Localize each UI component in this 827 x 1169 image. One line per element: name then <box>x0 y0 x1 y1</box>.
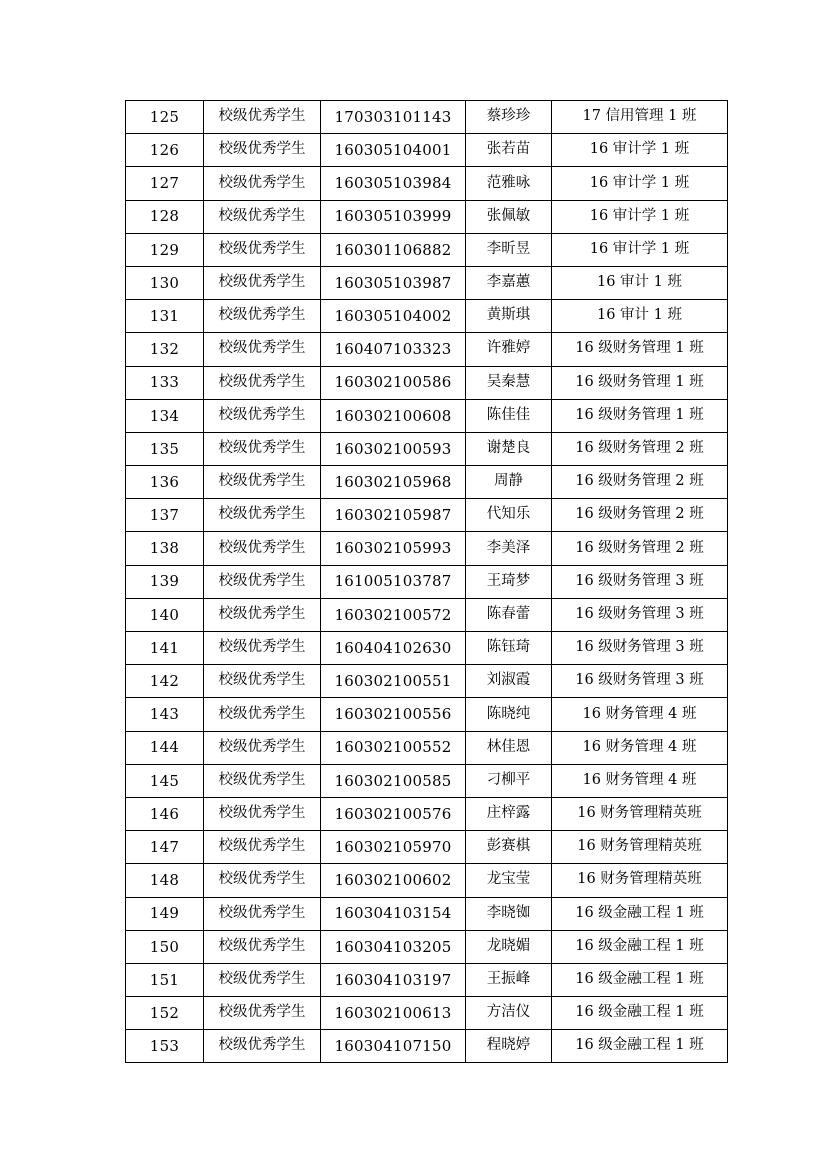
cell-award-name: 校级优秀学生 <box>204 499 321 532</box>
cell-award-name: 校级优秀学生 <box>204 897 321 930</box>
cell-student-name: 陈春蕾 <box>466 598 552 631</box>
table-row <box>126 930 728 963</box>
cell-class-name: 16 级财务管理 1 班 <box>552 366 728 399</box>
cell-class-name: 16 级金融工程 1 班 <box>552 930 728 963</box>
cell-award-name: 校级优秀学生 <box>204 101 321 134</box>
cell-award-name: 校级优秀学生 <box>204 1030 321 1063</box>
cell-sequence-number: 126 <box>126 134 204 167</box>
table-row <box>126 300 728 333</box>
table-row <box>126 399 728 432</box>
cell-award-name: 校级优秀学生 <box>204 764 321 797</box>
cell-class-name: 16 级金融工程 1 班 <box>552 997 728 1030</box>
cell-student-id: 160302100585 <box>321 764 466 797</box>
table-row <box>126 731 728 764</box>
cell-award-name: 校级优秀学生 <box>204 366 321 399</box>
cell-class-name: 16 级财务管理 1 班 <box>552 333 728 366</box>
cell-sequence-number: 144 <box>126 731 204 764</box>
table-row <box>126 532 728 565</box>
cell-sequence-number: 136 <box>126 466 204 499</box>
table-row <box>126 366 728 399</box>
cell-class-name: 16 级财务管理 2 班 <box>552 532 728 565</box>
cell-student-id: 170303101143 <box>321 101 466 134</box>
cell-class-name: 16 审计 1 班 <box>552 300 728 333</box>
cell-sequence-number: 134 <box>126 399 204 432</box>
cell-student-name: 龙晓媚 <box>466 930 552 963</box>
cell-award-name: 校级优秀学生 <box>204 233 321 266</box>
cell-award-name: 校级优秀学生 <box>204 797 321 830</box>
cell-sequence-number: 132 <box>126 333 204 366</box>
cell-sequence-number: 139 <box>126 565 204 598</box>
cell-student-id: 160302100613 <box>321 997 466 1030</box>
cell-class-name: 16 审计 1 班 <box>552 266 728 299</box>
cell-student-name: 周静 <box>466 466 552 499</box>
cell-student-name: 代知乐 <box>466 499 552 532</box>
cell-student-id: 160404102630 <box>321 632 466 665</box>
cell-class-name: 16 级财务管理 2 班 <box>552 466 728 499</box>
cell-student-id: 160305103987 <box>321 266 466 299</box>
cell-sequence-number: 138 <box>126 532 204 565</box>
table-row <box>126 797 728 830</box>
cell-student-name: 王琦梦 <box>466 565 552 598</box>
cell-sequence-number: 142 <box>126 665 204 698</box>
cell-award-name: 校级优秀学生 <box>204 565 321 598</box>
table-row <box>126 963 728 996</box>
cell-award-name: 校级优秀学生 <box>204 466 321 499</box>
table-row <box>126 432 728 465</box>
cell-student-name: 林佳恩 <box>466 731 552 764</box>
cell-student-name: 庄梓露 <box>466 797 552 830</box>
cell-student-id: 160305103984 <box>321 167 466 200</box>
cell-student-name: 蔡珍珍 <box>466 101 552 134</box>
table-row <box>126 864 728 897</box>
cell-student-id: 160302100551 <box>321 665 466 698</box>
table-row <box>126 233 728 266</box>
table-row <box>126 698 728 731</box>
cell-class-name: 16 财务管理 4 班 <box>552 731 728 764</box>
table-row <box>126 333 728 366</box>
cell-award-name: 校级优秀学生 <box>204 432 321 465</box>
cell-student-id: 160304107150 <box>321 1030 466 1063</box>
cell-student-name: 陈晓纯 <box>466 698 552 731</box>
cell-sequence-number: 141 <box>126 632 204 665</box>
cell-sequence-number: 151 <box>126 963 204 996</box>
cell-class-name: 16 级财务管理 2 班 <box>552 499 728 532</box>
cell-class-name: 16 审计学 1 班 <box>552 134 728 167</box>
table-row <box>126 764 728 797</box>
cell-award-name: 校级优秀学生 <box>204 963 321 996</box>
table-row <box>126 598 728 631</box>
cell-sequence-number: 149 <box>126 897 204 930</box>
cell-sequence-number: 129 <box>126 233 204 266</box>
cell-student-name: 李昕昱 <box>466 233 552 266</box>
table-row <box>126 167 728 200</box>
cell-class-name: 16 级财务管理 3 班 <box>552 565 728 598</box>
cell-class-name: 16 财务管理精英班 <box>552 831 728 864</box>
cell-student-id: 160302100593 <box>321 432 466 465</box>
cell-class-name: 16 级财务管理 3 班 <box>552 598 728 631</box>
cell-sequence-number: 143 <box>126 698 204 731</box>
cell-sequence-number: 125 <box>126 101 204 134</box>
cell-sequence-number: 150 <box>126 930 204 963</box>
cell-student-id: 160302100576 <box>321 797 466 830</box>
cell-award-name: 校级优秀学生 <box>204 266 321 299</box>
cell-award-name: 校级优秀学生 <box>204 731 321 764</box>
cell-student-id: 160301106882 <box>321 233 466 266</box>
cell-class-name: 16 审计学 1 班 <box>552 233 728 266</box>
cell-student-id: 160302105987 <box>321 499 466 532</box>
table-row <box>126 499 728 532</box>
cell-student-id: 160304103205 <box>321 930 466 963</box>
cell-award-name: 校级优秀学生 <box>204 831 321 864</box>
cell-award-name: 校级优秀学生 <box>204 134 321 167</box>
cell-class-name: 16 级金融工程 1 班 <box>552 963 728 996</box>
table-row <box>126 897 728 930</box>
table-row <box>126 266 728 299</box>
cell-student-name: 刁柳平 <box>466 764 552 797</box>
cell-student-name: 李美泽 <box>466 532 552 565</box>
cell-sequence-number: 148 <box>126 864 204 897</box>
cell-class-name: 16 级财务管理 1 班 <box>552 399 728 432</box>
cell-student-id: 160302100572 <box>321 598 466 631</box>
award-table-container <box>125 100 702 1063</box>
cell-student-name: 李嘉蕙 <box>466 266 552 299</box>
cell-sequence-number: 128 <box>126 200 204 233</box>
cell-student-name: 彭赛棋 <box>466 831 552 864</box>
cell-student-id: 160302100586 <box>321 366 466 399</box>
cell-sequence-number: 140 <box>126 598 204 631</box>
cell-student-id: 160304103154 <box>321 897 466 930</box>
cell-award-name: 校级优秀学生 <box>204 333 321 366</box>
cell-student-id: 160305103999 <box>321 200 466 233</box>
cell-student-name: 刘淑霞 <box>466 665 552 698</box>
cell-student-name: 张佩敏 <box>466 200 552 233</box>
cell-student-id: 160302100552 <box>321 731 466 764</box>
table-row <box>126 997 728 1030</box>
cell-student-id: 160302100602 <box>321 864 466 897</box>
cell-class-name: 16 级财务管理 3 班 <box>552 665 728 698</box>
cell-student-id: 160302100556 <box>321 698 466 731</box>
cell-sequence-number: 131 <box>126 300 204 333</box>
cell-sequence-number: 152 <box>126 997 204 1030</box>
cell-award-name: 校级优秀学生 <box>204 399 321 432</box>
cell-student-name: 陈佳佳 <box>466 399 552 432</box>
cell-student-name: 黄斯琪 <box>466 300 552 333</box>
cell-class-name: 16 级金融工程 1 班 <box>552 1030 728 1063</box>
table-row <box>126 565 728 598</box>
cell-award-name: 校级优秀学生 <box>204 167 321 200</box>
table-row <box>126 1030 728 1063</box>
cell-award-name: 校级优秀学生 <box>204 632 321 665</box>
cell-student-name: 范雅咏 <box>466 167 552 200</box>
cell-student-name: 许雅婷 <box>466 333 552 366</box>
table-row <box>126 200 728 233</box>
table-row <box>126 665 728 698</box>
cell-award-name: 校级优秀学生 <box>204 864 321 897</box>
cell-class-name: 16 级金融工程 1 班 <box>552 897 728 930</box>
cell-student-id: 160302105993 <box>321 532 466 565</box>
cell-class-name: 16 财务管理 4 班 <box>552 698 728 731</box>
cell-award-name: 校级优秀学生 <box>204 665 321 698</box>
cell-award-name: 校级优秀学生 <box>204 997 321 1030</box>
cell-student-id: 160407103323 <box>321 333 466 366</box>
cell-class-name: 17 信用管理 1 班 <box>552 101 728 134</box>
cell-student-name: 程晓婷 <box>466 1030 552 1063</box>
cell-sequence-number: 135 <box>126 432 204 465</box>
cell-award-name: 校级优秀学生 <box>204 598 321 631</box>
cell-award-name: 校级优秀学生 <box>204 200 321 233</box>
cell-student-id: 161005103787 <box>321 565 466 598</box>
cell-class-name: 16 审计学 1 班 <box>552 167 728 200</box>
cell-sequence-number: 127 <box>126 167 204 200</box>
cell-class-name: 16 审计学 1 班 <box>552 200 728 233</box>
cell-award-name: 校级优秀学生 <box>204 300 321 333</box>
cell-student-id: 160305104001 <box>321 134 466 167</box>
cell-student-name: 方洁仪 <box>466 997 552 1030</box>
table-row <box>126 831 728 864</box>
cell-student-name: 谢楚良 <box>466 432 552 465</box>
cell-student-name: 陈钰琦 <box>466 632 552 665</box>
table-row <box>126 101 728 134</box>
cell-student-id: 160305104002 <box>321 300 466 333</box>
table-body <box>126 101 728 1063</box>
cell-student-name: 李晓铷 <box>466 897 552 930</box>
cell-sequence-number: 146 <box>126 797 204 830</box>
cell-student-name: 吴秦慧 <box>466 366 552 399</box>
cell-student-name: 王振峰 <box>466 963 552 996</box>
cell-class-name: 16 级财务管理 3 班 <box>552 632 728 665</box>
cell-award-name: 校级优秀学生 <box>204 930 321 963</box>
cell-student-id: 160302105968 <box>321 466 466 499</box>
table-row <box>126 632 728 665</box>
cell-class-name: 16 财务管理精英班 <box>552 864 728 897</box>
cell-sequence-number: 147 <box>126 831 204 864</box>
cell-award-name: 校级优秀学生 <box>204 532 321 565</box>
cell-sequence-number: 137 <box>126 499 204 532</box>
cell-sequence-number: 153 <box>126 1030 204 1063</box>
cell-student-id: 160304103197 <box>321 963 466 996</box>
cell-sequence-number: 130 <box>126 266 204 299</box>
table-row <box>126 134 728 167</box>
cell-sequence-number: 133 <box>126 366 204 399</box>
cell-student-name: 张若苗 <box>466 134 552 167</box>
cell-student-id: 160302105970 <box>321 831 466 864</box>
cell-student-id: 160302100608 <box>321 399 466 432</box>
cell-class-name: 16 财务管理 4 班 <box>552 764 728 797</box>
cell-class-name: 16 财务管理精英班 <box>552 797 728 830</box>
award-list-table <box>125 100 728 1063</box>
table-row <box>126 466 728 499</box>
cell-sequence-number: 145 <box>126 764 204 797</box>
cell-award-name: 校级优秀学生 <box>204 698 321 731</box>
cell-student-name: 龙宝莹 <box>466 864 552 897</box>
cell-class-name: 16 级财务管理 2 班 <box>552 432 728 465</box>
